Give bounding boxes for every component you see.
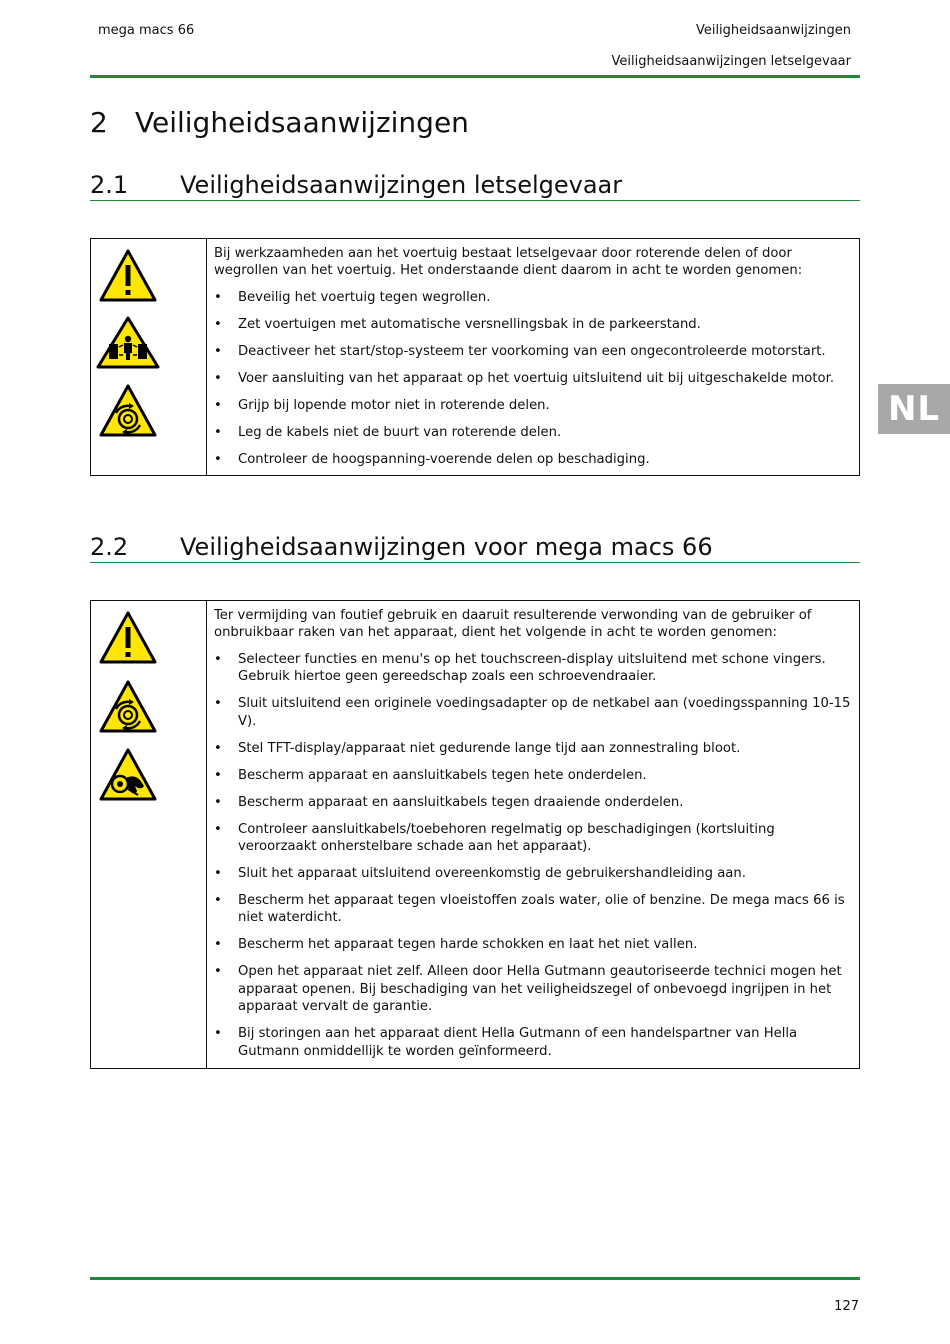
header-divider: [90, 75, 860, 78]
intro-text: Ter vermijding van foutief gebruik en daaruit resulterende verwonding van de gebruiker of onbruikbaar raken van het apparaat, dient het volgende in acht te worden genomen:: [214, 608, 812, 641]
language-tab-nl: NL: [878, 384, 950, 434]
safety-box-device: [90, 600, 860, 1069]
footer-divider: [90, 1277, 860, 1280]
section-heading-2-2: [90, 532, 860, 563]
rotating-parts-icon: [98, 383, 158, 438]
intro-text: Bij werkzaamheden aan het voertuig bestaat letselgevaar door roterende delen of door wegrollen van het voertuig. Het onderstaande dient daarom in acht te worden genomen:: [214, 246, 803, 279]
list-item: • Beveilig het voertuig tegen wegrollen.: [214, 289, 491, 305]
section-title: Veiligheidsaanwijzingen letselgevaar: [180, 171, 623, 199]
warning-icons-column: [91, 239, 207, 475]
list-item: • Bescherm apparaat en aansluitkabels tegen hete onderdelen.: [214, 767, 647, 783]
hand-entanglement-icon: [98, 747, 158, 802]
section-heading-2-1: [90, 170, 860, 201]
warning-icons-column: [91, 601, 207, 1068]
crush-hazard-icon: [95, 315, 161, 370]
list-item: • Zet voertuigen met automatische versnellingsbak in de parkeerstand.: [214, 316, 701, 332]
list-item: • Selecteer functies en menu's op het touchscreen-display uitsluitend met schone vingers. Gebruik hiertoe geen gereedschap zoals een schroevendraaier.: [214, 651, 826, 685]
list-item: • Stel TFT-display/apparaat niet gedurende lange tijd aan zonnestraling bloot.: [214, 740, 741, 756]
safety-box-injury: [90, 238, 860, 476]
list-item: • Bescherm het apparaat tegen harde schokken en laat het niet vallen.: [214, 937, 698, 953]
list-item: • Grijp bij lopende motor niet in roterende delen.: [214, 397, 550, 413]
general-warning-icon: [98, 610, 158, 665]
list-item: • Open het apparaat niet zelf. Alleen door Hella Gutmann geautoriseerde technici mogen het apparaat openen. Bij beschadiging van het veiligheidszegel of onbevoegd ingrijpen in het apparaat vervalt de garantie.: [214, 964, 842, 1015]
list-item: • Bij storingen aan het apparaat dient Hella Gutmann of een handelspartner van Hella Gutmann onmiddellijk te worden geïnformeerd.: [214, 1026, 798, 1059]
list-item: • Leg de kabels niet de buurt van roterende delen.: [214, 424, 562, 440]
chapter-title: Veiligheidsaanwijzingen: [135, 106, 469, 139]
rotating-parts-icon: [98, 679, 158, 734]
header-chapter-title: Veiligheidsaanwijzingen: [695, 23, 851, 38]
page-number: 127: [834, 1299, 859, 1314]
section-title: Veiligheidsaanwijzingen voor mega macs 66: [180, 533, 713, 561]
general-warning-icon: [98, 248, 158, 303]
list-item: • Sluit uitsluitend een originele voedingsadapter op de netkabel aan (voedingsspanning 10-15 V).: [214, 696, 851, 729]
list-item: • Controleer de hoogspanning-voerende delen op beschadiging.: [214, 451, 650, 467]
chapter-number: 2: [90, 106, 108, 139]
list-item: • Voer aansluiting van het apparaat op het voertuig uitsluitend uit bij uitgeschakelde motor.: [214, 370, 835, 386]
chapter-heading: [90, 106, 469, 139]
list-item: • Sluit het apparaat uitsluitend overeenkomstig de gebruikershandleiding aan.: [214, 866, 746, 882]
safety-text-device: [207, 601, 859, 1068]
list-item: • Deactiveer het start/stop-systeem ter voorkoming van een ongecontroleerde motorstart.: [214, 343, 826, 359]
list-item: • Bescherm het apparaat tegen vloeistoffen zoals water, olie of benzine. De mega macs 66 is niet waterdicht.: [214, 893, 845, 926]
header-product-name: mega macs 66: [98, 23, 195, 38]
list-item: • Controleer aansluitkabels/toebehoren regelmatig op beschadigingen (kortsluiting veroorzaakt onherstelbare schade aan het apparaat).: [214, 821, 775, 855]
section-number: 2.2: [90, 533, 129, 561]
section-number: 2.1: [90, 171, 129, 199]
header-section-title: Veiligheidsaanwijzingen letselgevaar: [611, 54, 851, 69]
safety-text-injury: [207, 239, 859, 475]
list-item: • Bescherm apparaat en aansluitkabels tegen draaiende onderdelen.: [214, 794, 684, 810]
